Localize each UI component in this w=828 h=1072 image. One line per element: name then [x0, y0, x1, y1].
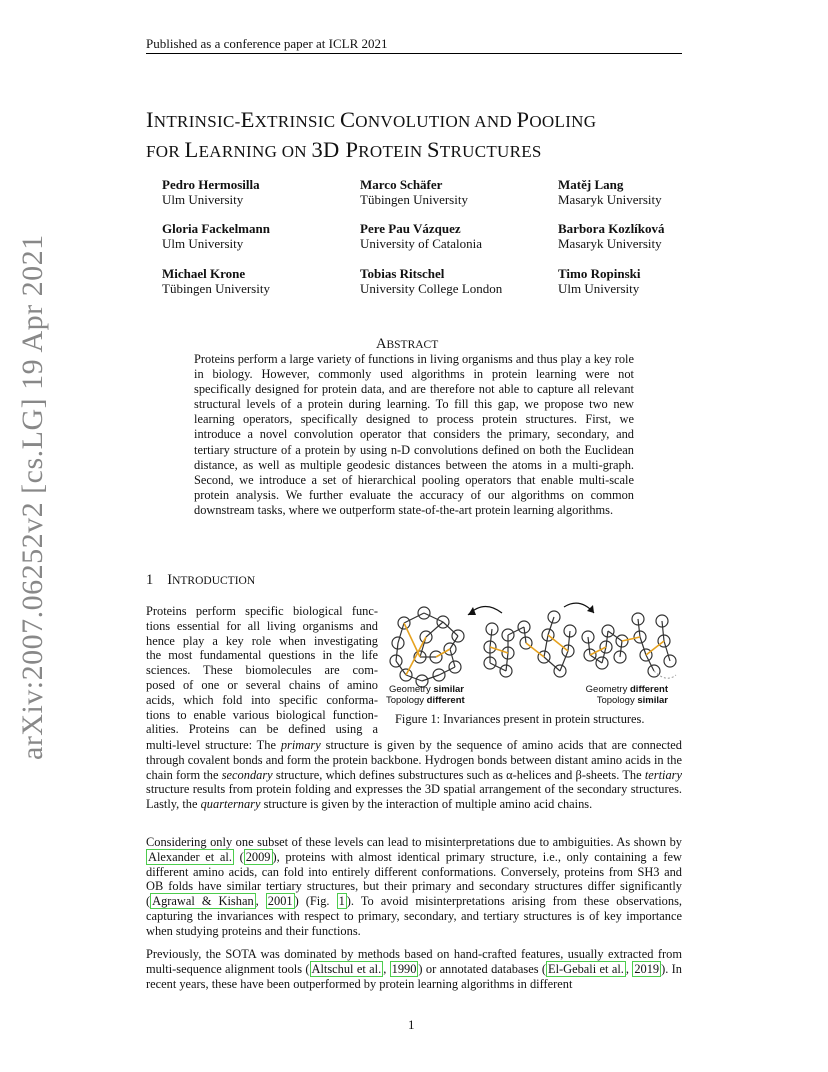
citation-link[interactable]: Altschul et al. [311, 961, 382, 976]
author-block [558, 221, 758, 251]
citation-link[interactable]: Agrawal & Kishan [152, 894, 254, 909]
author-affiliation: Ulm University [558, 281, 640, 296]
author-name: Pere Pau Vázquez [360, 221, 461, 236]
author-name: Barbora Kozlíková [558, 221, 665, 236]
figure-caption: Figure 1: Invariances present in protein structures. [395, 712, 645, 726]
running-header: Published as a conference paper at ICLR 2021 [146, 36, 388, 51]
author-block [360, 177, 560, 207]
author-name: Michael Krone [162, 266, 246, 281]
section-heading-introduction: 1 INTRODUCTION [146, 572, 256, 588]
citation-link[interactable]: El-Gebali et al. [548, 961, 624, 976]
citation-year-link[interactable]: 2009 [245, 849, 271, 864]
header-rule [146, 53, 682, 54]
author-block [360, 266, 560, 296]
author-affiliation: University of Catalonia [360, 236, 483, 251]
author-affiliation: Ulm University [162, 236, 244, 251]
protein-graph-right [582, 613, 676, 677]
title-line-1: INTRINSIC-EXTRINSIC CONVOLUTION AND POOLING [146, 107, 597, 132]
intro-paragraph-1-wrap: Proteins perform specific biological func- tions essential for all living organisms and hence play a key role when investigating the most fundamental questions in the life sciences. These biomolecules are com- posed of one or several chains of amino acids, which fold into specific conforma- tions to enable various biological function- alities. Proteins can be defined using a [146, 604, 378, 737]
author-block [162, 266, 362, 296]
author-affiliation: Masaryk University [558, 236, 662, 251]
author-block [558, 266, 758, 296]
author-name: Marco Schäfer [360, 177, 443, 192]
protein-graph-left [390, 607, 464, 687]
citation-link[interactable]: Alexander et al. [148, 849, 232, 864]
author-name: Matěj Lang [558, 177, 624, 192]
page-number: 1 [408, 1017, 415, 1032]
citation-year-link[interactable]: 1990 [391, 961, 417, 976]
citation-year-link[interactable]: 2001 [267, 894, 293, 909]
author-affiliation: Tübingen University [162, 281, 270, 296]
abstract-text: Proteins perform a large variety of functions in living organisms and thus play a key role in biology. However, commonly used algorithms in protein learning were not specifically designed for protein data, and are therefore not able to capture all relevant structural levels of a protein during learning. To fill this gap, we propose two new learning operators, specifically designed to process protein structures. First, we introduce a novel convolution operator that considers the primary, secondary, and tertiary structure of a protein by using n-D convolutions defined on both the Euclidean distance, as well as multiple geodesic distances between the atoms in a multi-graph. Second, we introduce a set of hierarchical pooling operators that enable multi-scale protein analysis. We further evaluate the accuracy of our algorithms on common downstream tasks, where we outperform state-of-the-art protein learning algorithms. [194, 352, 634, 517]
figure-ref-link[interactable]: 1 [338, 894, 345, 909]
abstract-heading: ABSTRACT [376, 336, 439, 352]
author-block [360, 221, 560, 251]
paper-title [146, 106, 706, 166]
author-affiliation: Ulm University [162, 192, 244, 207]
author-affiliation: Tübingen University [360, 192, 468, 207]
title-line-2: FOR LEARNING ON 3D PROTEIN STRUCTURES [146, 137, 542, 162]
author-name: Gloria Fackelmann [162, 221, 270, 236]
intro-paragraph-3: Previously, the SOTA was dominated by methods based on hand-crafted features, usually extracted from multi-sequence alignment tools ( Altschul et al. , 1990 ) or annotated databases ( El-Gebali et al. , 2019 ). In recent years, these have been outperformed by protein learning algorithms in different [146, 947, 683, 991]
figure-label-left: Geometry similar Topology different [386, 684, 465, 706]
arxiv-watermark: arXiv:2007.06252v2 [cs.LG] 19 Apr 2021 [16, 234, 49, 760]
hydrogen-bonds [404, 623, 664, 675]
intro-paragraph-2: Considering only one subset of these levels can lead to misinterpretations due to ambiguities. As shown by Alexander et al. ( 2009 ), proteins with almost identical primary structure, i.e., only containing a few different amino acids, can fold into entirely different conformations. Conversely, proteins from SH3 and OB folds have similar tertiary structures, but their primary and secondary structures differ significantly ( Agrawal & Kishan , 2001 ) (Fig. 1 ). To avoid misinterpretations arising from these observations, capturing the invariances with respect to primary, secondary, and tertiary structures is of key importance when studying proteins and their functions. [146, 835, 682, 938]
figure-label-right: Geometry different Topology similar [585, 684, 668, 706]
author-affiliation: Masaryk University [558, 192, 662, 207]
author-name: Tobias Ritschel [360, 266, 445, 281]
author-block [558, 177, 758, 207]
protein-graph-middle [484, 611, 576, 677]
author-block [162, 177, 362, 207]
author-name: Pedro Hermosilla [162, 177, 260, 192]
intro-paragraph-1-continued: multi-level structure: The primary structure is given by the sequence of amino acids that are connected through covalent bonds and form the protein backbone. Hydrogen bonds between distant amino acids in the chain form the secondary structure, which defines substructures such as α-helices and β-sheets. The tertiary structure results from protein folding and expresses the 3D spatial arrangement of the secondary structures. Lastly, the quarternary structure is given by the interaction of multiple amino acid chains. [146, 738, 682, 812]
citation-year-link[interactable]: 2019 [634, 961, 660, 976]
author-block [162, 221, 362, 251]
author-affiliation: University College London [360, 281, 503, 296]
author-name: Timo Ropinski [558, 266, 641, 281]
